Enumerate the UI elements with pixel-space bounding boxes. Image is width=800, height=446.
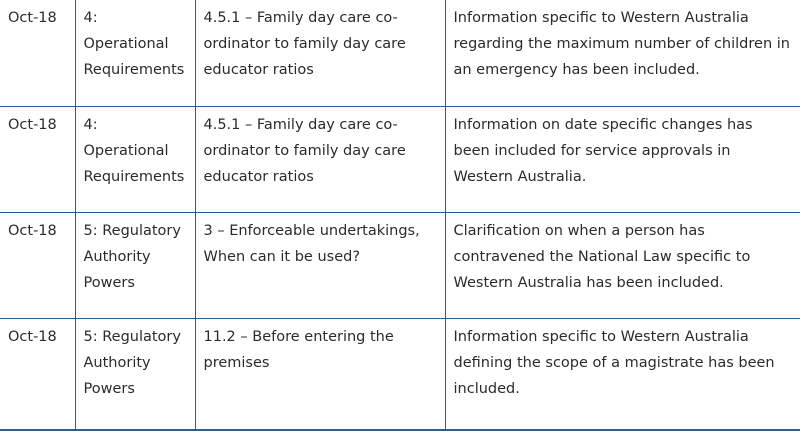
section-cell: 4.5.1 – Family day care co-ordinator to family day care educator ratios (195, 106, 445, 212)
chapter-cell: 5: Regulatory Authority Powers (75, 318, 195, 430)
table-row (0, 0, 800, 106)
date-cell: Oct-18 (0, 212, 75, 318)
date-cell: Oct-18 (0, 0, 75, 106)
description-cell: Information specific to Western Australia defining the scope of a magistrate has been included. (445, 318, 800, 430)
description-cell: Information specific to Western Australia regarding the maximum number of children in an emergency has been included. (445, 0, 800, 106)
table-row (0, 318, 800, 430)
chapter-cell: 4: Operational Requirements (75, 106, 195, 212)
section-cell: 4.5.1 – Family day care co-ordinator to family day care educator ratios (195, 0, 445, 106)
table-row (0, 106, 800, 212)
date-cell: Oct-18 (0, 106, 75, 212)
chapter-cell: 4: Operational Requirements (75, 0, 195, 106)
chapter-cell: 5: Regulatory Authority Powers (75, 212, 195, 318)
section-cell: 3 – Enforceable undertakings, When can it be used? (195, 212, 445, 318)
date-cell: Oct-18 (0, 318, 75, 430)
description-cell: Clarification on when a person has contravened the National Law specific to Western Australia has been included. (445, 212, 800, 318)
section-cell: 11.2 – Before entering the premises (195, 318, 445, 430)
table-row (0, 212, 800, 318)
description-cell: Information on date specific changes has been included for service approvals in Western Australia. (445, 106, 800, 212)
